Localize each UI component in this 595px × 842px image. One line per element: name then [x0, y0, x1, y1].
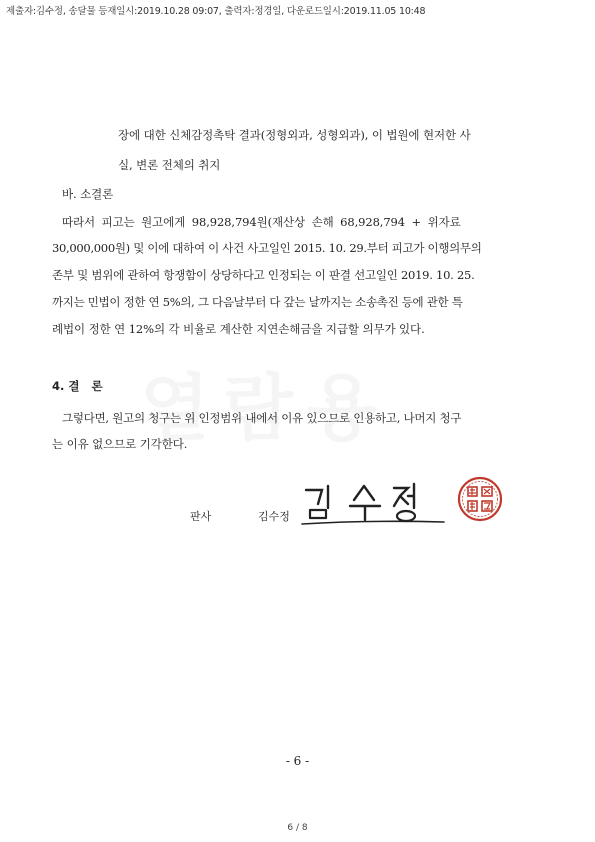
subsection-heading: 바. 소결론 [62, 187, 114, 201]
body-line-1 [118, 127, 510, 143]
body-line-2: 실, 변론 전체의 취지 [118, 158, 221, 172]
page-count: 6 / 8 [287, 823, 308, 833]
final-line-2: 는 이유 없으므로 기각한다. [52, 437, 188, 451]
handwritten-signature [298, 478, 446, 526]
conclusion-line-1: 따라서 피고는 원고에게 98,928,794원(재산상 손해 68,928,794 + 위자료 [62, 215, 461, 229]
section-4-heading: 4. 결 론 [52, 379, 103, 393]
conclusion-line-4: 까지는 민법이 정한 연 5%의, 그 다음날부터 다 갚는 날까지는 소송촉진 등에 관한 특 [52, 295, 463, 309]
judge-seal-stamp [457, 476, 503, 522]
judge-name: 김수정 [258, 510, 290, 523]
conclusion-line-3: 존부 및 범위에 관하여 항쟁함이 상당하다고 인정되는 이 판결 선고일인 2019. 10. 25. [52, 268, 475, 282]
document-meta-header: 제출자:김수정, 송달물 등재일시:2019.10.28 09:07, 출력자:정경일, 다운로드일시:2019.11.05 10:48 [6, 6, 426, 17]
final-line-1: 그렇다면, 원고의 청구는 위 인정범위 내에서 이유 있으므로 인용하고, 나머지 청구 [62, 411, 462, 425]
judge-role: 판사 [190, 510, 212, 523]
conclusion-line-2: 30,000,000원) 및 이에 대하여 이 사건 사고일인 2015. 10. 29.부터 피고가 이행의무의 [52, 241, 482, 255]
body-line-1-text: 장에 대한 신체감정촉탁 결과(정형외과, 성형외과), 이 법원에 현저한 사 [118, 128, 471, 142]
page-number: - 6 - [285, 754, 310, 768]
conclusion-line-5: 례법이 정한 연 12%의 각 비율로 계산한 지연손해금을 지급할 의무가 있다. [52, 322, 425, 336]
